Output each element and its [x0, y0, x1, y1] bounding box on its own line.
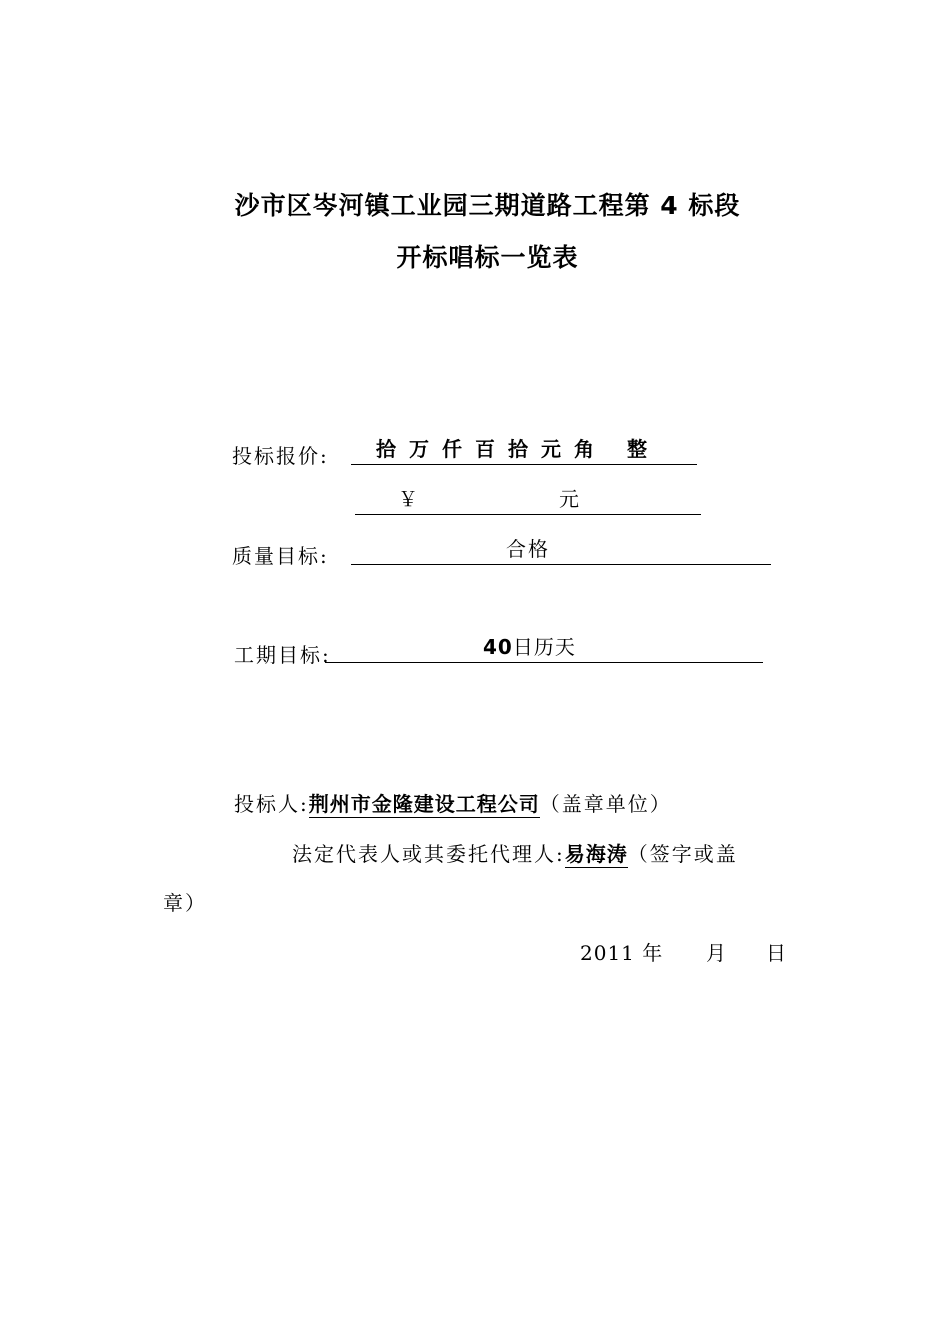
yuan-unit: 元 — [559, 487, 579, 511]
duration-value — [483, 631, 576, 660]
duration-label: 工期目标: — [234, 643, 331, 667]
date-year — [580, 937, 663, 966]
bidder-note: （盖章单位） — [539, 792, 672, 816]
bidder-label: 投标人: — [234, 792, 309, 816]
representative-note: （签字或盖 — [627, 842, 738, 866]
yen-symbol: ￥ — [398, 487, 418, 511]
representative-note-cont: 章） — [163, 891, 207, 915]
representative-line — [292, 838, 738, 867]
bid-price-label: 投标报价: — [232, 444, 329, 468]
year-char: 年 — [642, 941, 664, 965]
duration-unit: 日历天 — [512, 635, 576, 659]
bid-price-chinese-field — [351, 438, 697, 465]
document-title: 沙市区岑河镇工业园三期道路工程第 4 标段 — [234, 191, 741, 220]
duration-field — [325, 636, 763, 663]
date-day: 日 — [766, 941, 788, 965]
bidder-name: 荆州市金隆建设工程公司 — [308, 792, 540, 816]
quality-label: 质量目标: — [232, 544, 329, 568]
bid-price-chinese-units: 拾万仟百拾元角 整 — [376, 437, 660, 461]
quality-value: 合格 — [506, 537, 550, 561]
duration-number: 40 — [483, 635, 513, 659]
bidder-line — [234, 788, 672, 817]
bid-price-number-field — [355, 488, 701, 515]
representative-name: 易海涛 — [564, 842, 628, 866]
quality-field — [351, 538, 771, 565]
document-subtitle: 开标唱标一览表 — [396, 243, 579, 272]
representative-label: 法定代表人或其委托代理人: — [292, 842, 565, 866]
year-value: 2011 — [580, 941, 635, 965]
date-month: 月 — [706, 941, 728, 965]
